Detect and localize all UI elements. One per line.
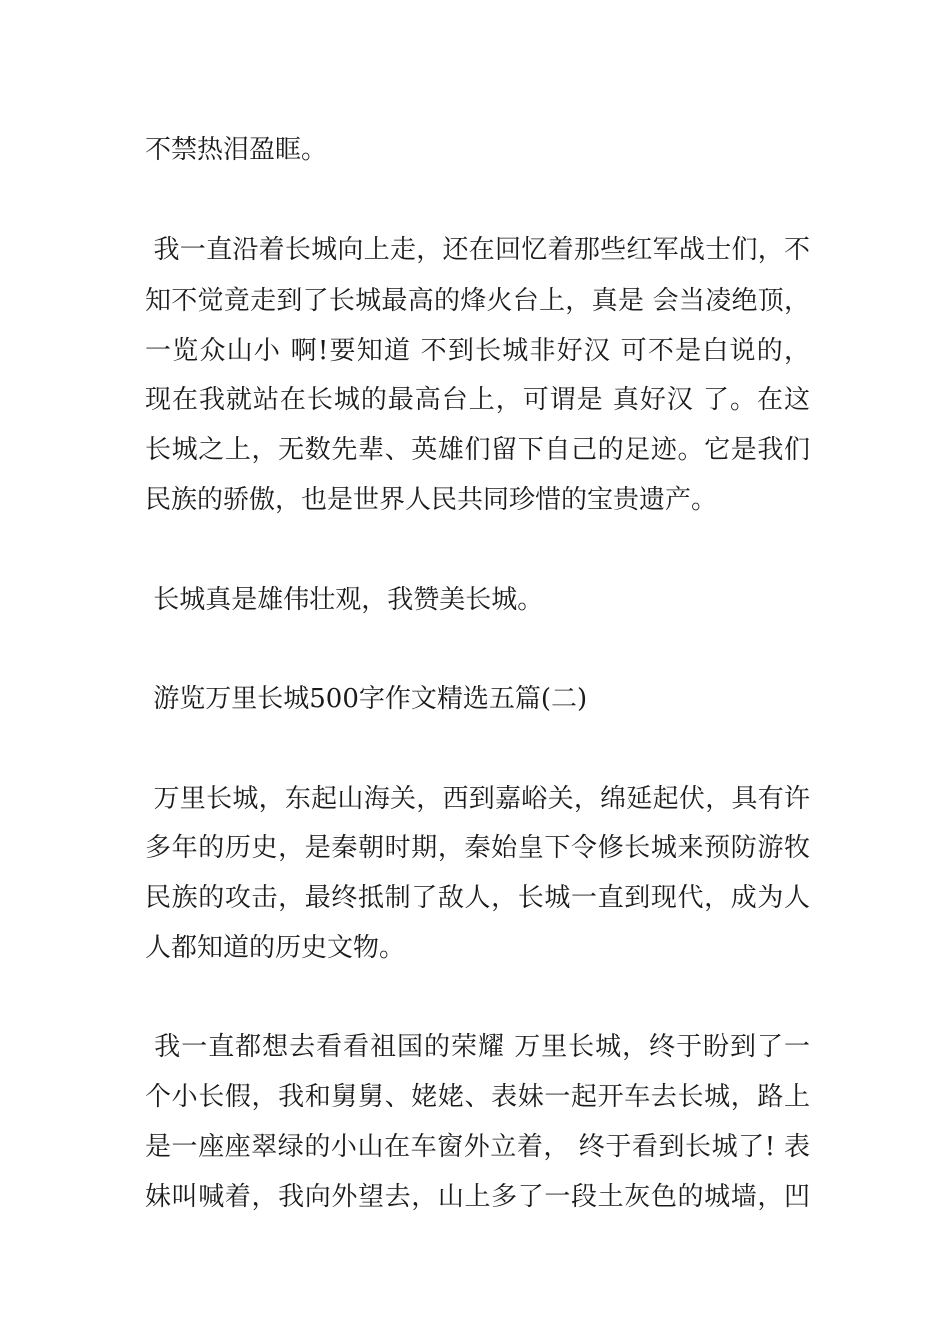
text-line: 现在我就站在长城的最高台上，可谓是 真好汉 了。在这 <box>145 385 810 415</box>
text-line: 我一直都想去看看祖国的荣耀 万里长城，终于盼到了一 <box>145 1032 810 1062</box>
text-line: 长城真是雄伟壮观，我赞美长城。 <box>145 585 544 615</box>
text-line: 长城之上，无数先辈、英雄们留下自己的足迹。它是我们 <box>145 435 810 465</box>
section-heading: 游览万里长城500字作文精选五篇(二) <box>145 684 588 714</box>
text-line: 一览众山小 啊!要知道 不到长城非好汉 可不是白说的， <box>145 336 810 366</box>
text-line: 知不觉竟走到了长城最高的烽火台上，真是 会当凌绝顶， <box>145 286 810 316</box>
text-line: 多年的历史，是秦朝时期，秦始皇下令修长城来预防游牧 <box>145 833 810 863</box>
text-line: 我一直沿着长城向上走，还在回忆着那些红军战士们，不 <box>145 235 810 265</box>
text-line: 民族的骄傲，也是世界人民共同珍惜的宝贵遗产。 <box>145 485 718 515</box>
text-line: 是一座座翠绿的小山在车窗外立着， 终于看到长城了! 表 <box>145 1132 810 1162</box>
text-line: 民族的攻击，最终抵制了敌人，长城一直到现代，成为人 <box>145 883 810 913</box>
text-line: 万里长城，东起山海关，西到嘉峪关，绵延起伏，具有许 <box>145 784 810 814</box>
text-line: 不禁热泪盈眶。 <box>145 135 328 165</box>
text-line: 个小长假，我和舅舅、姥姥、表妹一起开车去长城，路上 <box>145 1082 810 1112</box>
text-line: 人都知道的历史文物。 <box>145 933 406 963</box>
text-line: 妹叫喊着，我向外望去，山上多了一段土灰色的城墙，凹 <box>145 1182 810 1212</box>
